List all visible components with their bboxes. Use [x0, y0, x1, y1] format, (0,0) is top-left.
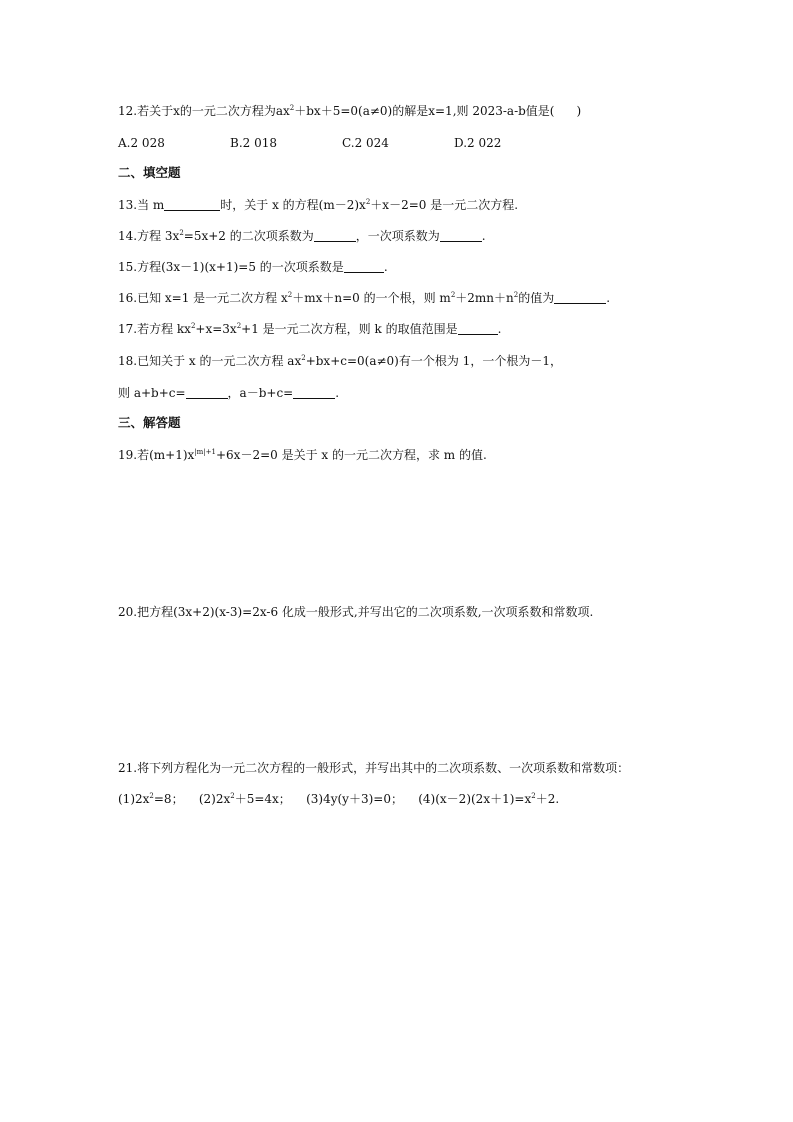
question-18-line-2: 则 a+b+c= ，a－b+c= .	[118, 386, 340, 400]
question-20: 20.把方程(3x+2)(x-3)=2x-6 化成一般形式,并写出它的二次项系数,一次项系数和常数项.	[118, 605, 594, 619]
answer-blank	[314, 229, 356, 242]
section-heading-fill-blank: 二、填空题	[118, 165, 181, 180]
section-heading-solve: 三、解答题	[118, 415, 181, 430]
option-c: C.2 024	[342, 136, 389, 150]
question-12-options	[118, 135, 501, 151]
answer-blank	[164, 198, 220, 211]
answer-blank	[458, 322, 498, 335]
option-b: B.2 018	[230, 136, 277, 150]
option-d: D.2 022	[454, 136, 502, 150]
question-14: 14.方程 $3x^2=5x+2$ 的二次项系数为 ，一次项系数为 .	[118, 229, 486, 243]
answer-blank	[293, 386, 335, 399]
question-16: 16.已知 x=1 是一元二次方程 $x^2+mx+n=0$ 的一个根，则 $m^2+2mn+n^2$的值为 .	[118, 291, 611, 305]
question-15: 15.方程(3x－1)(x+1)=5 的一次项系数是 .	[118, 260, 388, 274]
part-3: (3)4y(y＋3)=0；	[306, 792, 403, 806]
option-a: A.2 028	[118, 136, 165, 150]
part-1: $(1)2x^2=8$；	[118, 792, 184, 806]
answer-blank	[554, 291, 606, 304]
question-18: 18.已知关于 x 的一元二次方程 $ax^2+bx+c=0(a\ne 0)$有一个根为 1，一个根为－1，	[118, 354, 562, 368]
part-2: $(2)2x^2+5=4x$；	[198, 792, 291, 806]
part-4: $(4)(x-2)(2x+1)=x^2+2$.	[418, 792, 560, 806]
question-17: 17.若方程 $kx^2+x=3x^2+1$ 是一元二次方程，则 k 的取值范围是 .	[118, 322, 502, 336]
answer-blank	[440, 229, 482, 242]
question-21: 21.将下列方程化为一元二次方程的一般形式，并写出其中的二次项系数、一次项系数和常数项：	[118, 761, 630, 775]
question-12: 12.若关于x的一元二次方程为$ax^2+bx+5=0(a\ne 0)$的解是x=1,则 2023-a-b值是( )	[118, 104, 582, 118]
question-13: 13.当 m 时，关于 x 的方程$(m-2)x^2+x-2=0$ 是一元二次方程.	[118, 198, 519, 212]
question-19: 19.若$(m+1)x^{|m|+1}+6x-2=0$ 是关于 x 的一元二次方程，求 m 的值.	[118, 448, 487, 462]
question-21-parts	[118, 791, 559, 807]
answer-blank	[344, 260, 384, 273]
answer-blank	[186, 386, 228, 399]
